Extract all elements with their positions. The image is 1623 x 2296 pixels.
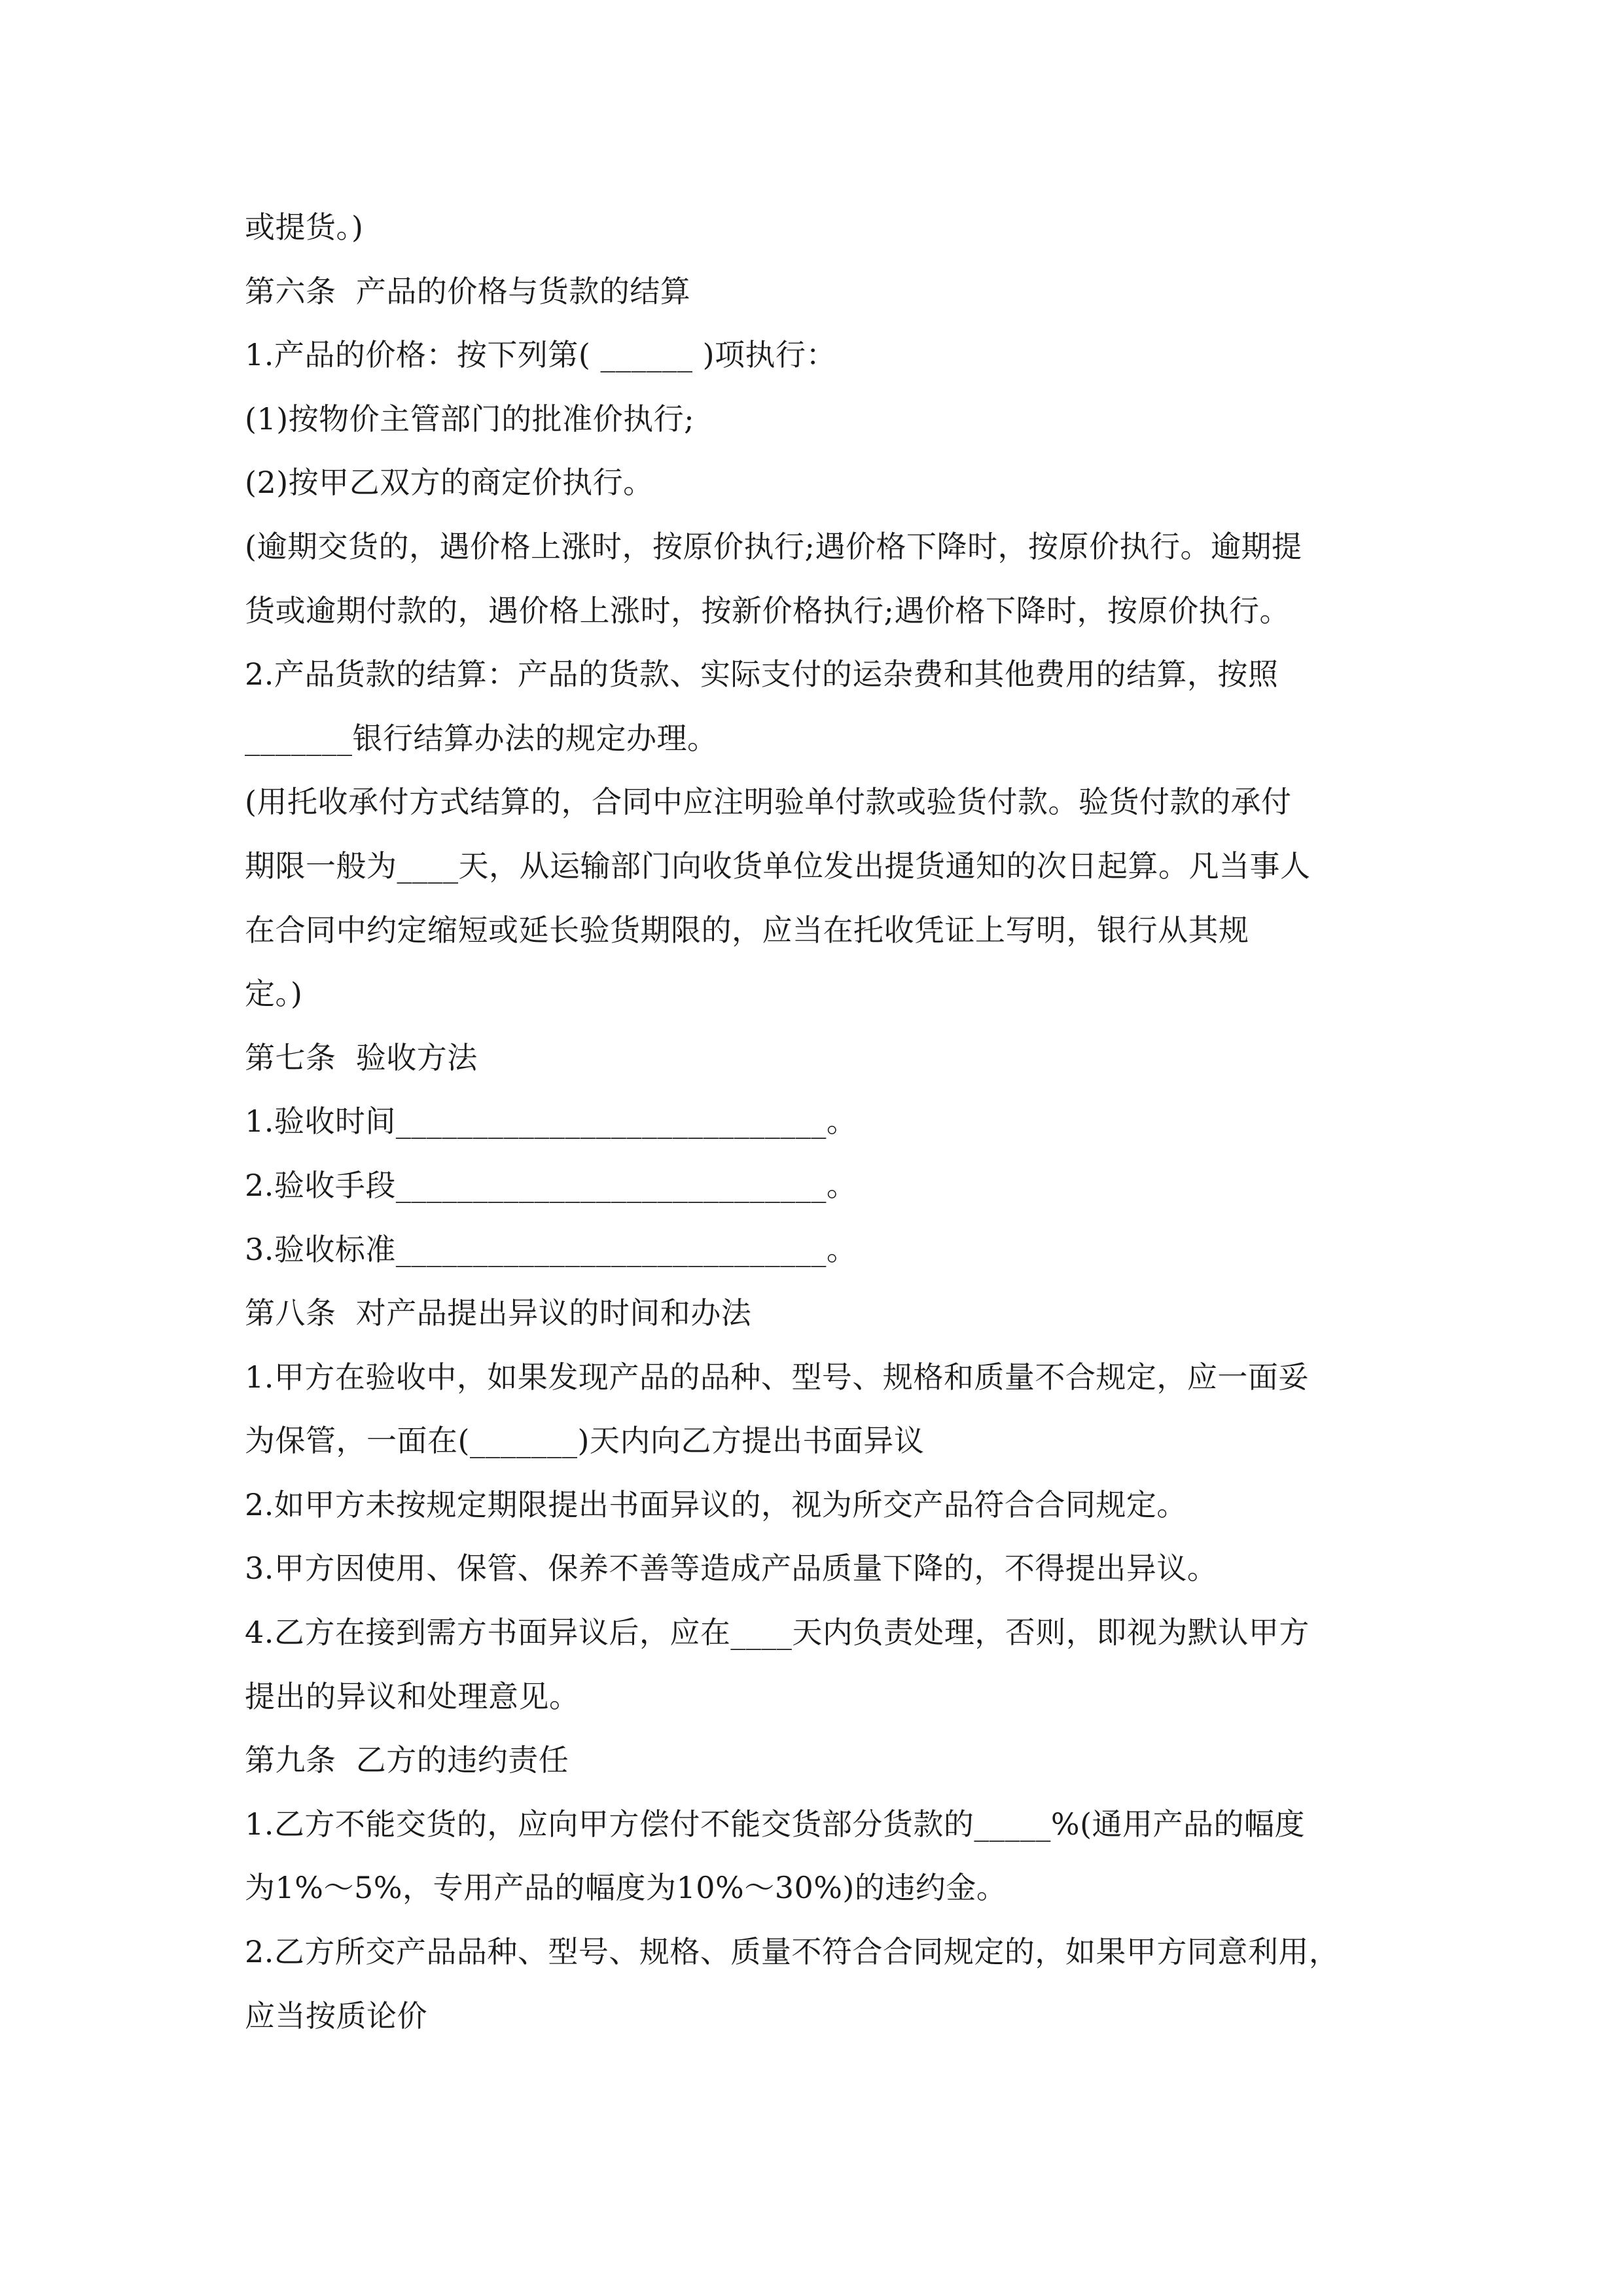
text-line: _______银行结算办法的规定办理。: [245, 720, 718, 756]
text-line: 2.乙方所交产品品种、型号、规格、质量不符合合同规定的，如果甲方同意利用，: [245, 1934, 1340, 1970]
text-line: 定。): [245, 976, 303, 1012]
text-line: 2.如甲方未按规定期限提出书面异议的，视为所交产品符合合同规定。: [245, 1486, 1187, 1522]
text-line: 提出的异议和处理意见。: [245, 1678, 580, 1714]
text-line: (2)按甲乙双方的商定价执行。: [245, 465, 654, 501]
text-line: 1.乙方不能交货的，应向甲方偿付不能交货部分货款的_____%(通用产品的幅度: [245, 1806, 1306, 1842]
text-line: 3.甲方因使用、保管、保养不善等造成产品质量下降的，不得提出异议。: [245, 1551, 1218, 1587]
text-line: 2.验收手段____________________________。: [245, 1167, 857, 1203]
article-heading: 第七条 验收方法: [245, 1039, 478, 1075]
text-line: 在合同中约定缩短或延长验货期限的，应当在托收凭证上写明，银行从其规: [245, 912, 1249, 948]
article-heading: 第六条 产品的价格与货款的结算: [245, 273, 691, 309]
text-line: 货或逾期付款的，遇价格上涨时，按新价格执行;遇价格下降时，按原价执行。: [245, 592, 1290, 628]
text-line: 或提货。): [245, 209, 364, 245]
text-line: (用托收承付方式结算的，合同中应注明验单付款或验货付款。验货付款的承付: [245, 784, 1292, 820]
document-body: [245, 196, 1378, 2048]
text-line: 应当按质论价: [245, 1998, 427, 2034]
text-line: 期限一般为____天，从运输部门向收货单位发出提货通知的次日起算。凡当事人: [245, 848, 1311, 884]
text-line: 2.产品货款的结算：产品的货款、实际支付的运杂费和其他费用的结算，按照: [245, 656, 1279, 692]
text-line: 1.甲方在验收中，如果发现产品的品种、型号、规格和质量不合规定，应一面妥: [245, 1359, 1309, 1395]
text-line: 为保管，一面在(_______)天内向乙方提出书面异议: [245, 1423, 925, 1459]
text-line: 为1%～5%，专用产品的幅度为10%～30%)的违约金。: [245, 1870, 1007, 1906]
text-line: (逾期交货的，遇价格上涨时，按原价执行;遇价格下降时，按原价执行。逾期提: [245, 528, 1302, 564]
text-line: (1)按物价主管部门的批准价执行;: [245, 401, 695, 437]
text-line: 1.产品的价格：按下列第( ______ )项执行：: [245, 337, 837, 373]
article-heading: 第八条 对产品提出异议的时间和办法: [245, 1295, 752, 1331]
text-line: 4.乙方在接到需方书面异议后，应在____天内负责处理，否则，即视为默认甲方: [245, 1615, 1310, 1651]
text-line: 3.验收标准____________________________。: [245, 1231, 857, 1267]
text-line: 1.验收时间____________________________。: [245, 1103, 857, 1139]
article-heading: 第九条 乙方的违约责任: [245, 1742, 569, 1778]
